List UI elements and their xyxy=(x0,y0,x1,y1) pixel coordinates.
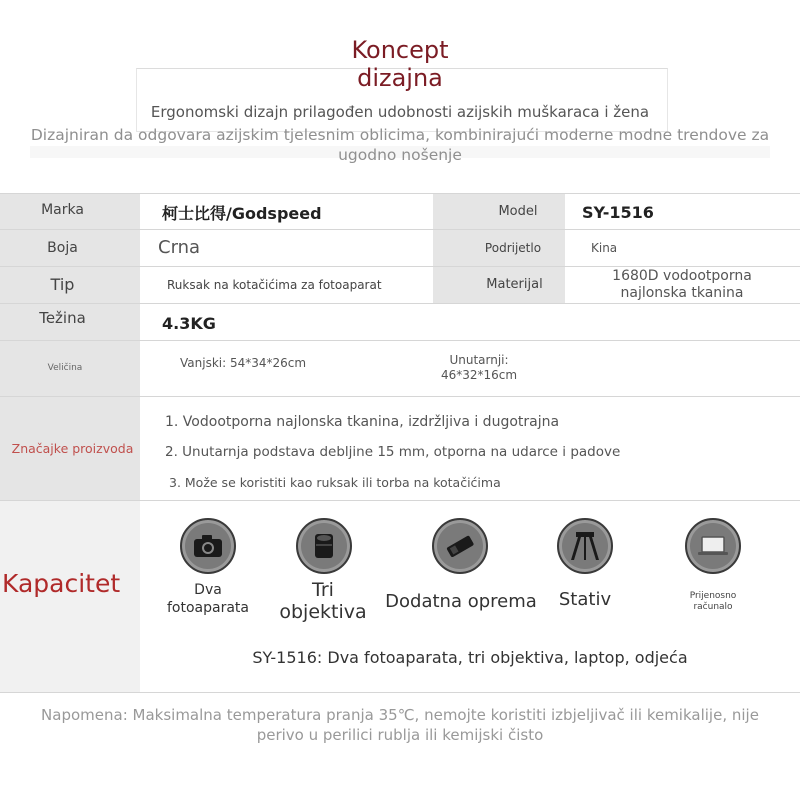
boja-label: Boja xyxy=(47,239,78,256)
tripod-icon xyxy=(557,518,613,574)
materijal-label: Materijal xyxy=(486,277,543,292)
camera-label: Dva fotoaparata xyxy=(167,582,249,616)
podrijetlo-label: Podrijetlo xyxy=(484,240,542,255)
model-label: Model xyxy=(498,203,538,219)
care-note: Napomena: Maksimalna temperatura pranja 35℃, nemojte koristiti izbjeljivač ili kemikalije, nije perivo u perilici rublja ili kemijski čisto xyxy=(41,706,759,744)
vanjski-value: Vanjski: 54*34*26cm xyxy=(180,355,307,370)
boja-value: Crna xyxy=(158,237,201,258)
laptop-label: Prijenosno računalo xyxy=(689,591,737,612)
marka-value: 柯士比得/Godspeed xyxy=(162,203,322,223)
accessories-icon xyxy=(432,518,488,574)
page-title xyxy=(0,36,800,92)
capacity-label: Kapacitet xyxy=(2,568,121,598)
camera-icon xyxy=(180,518,236,574)
lens-label: Tri objektiva xyxy=(279,579,367,623)
features-label: Značajke proizvoda xyxy=(11,440,134,456)
title-line-2: dizajna xyxy=(357,64,443,92)
materijal-value: 1680D vodootporna najlonska tkanina xyxy=(612,267,752,301)
feature-item: 2. Unutarnja podstava debljine 15 mm, otporna na udarce i padove xyxy=(165,444,621,460)
lens-icon xyxy=(296,518,352,574)
title-line-1: Koncept xyxy=(351,36,449,64)
tip-value: Ruksak na kotačićima za fotoaparat xyxy=(167,277,382,292)
capacity-summary: SY-1516: Dva fotoaparata, tri objektiva, laptop, odjeća xyxy=(252,647,688,667)
tripod-label: Stativ xyxy=(558,589,612,610)
tezina-value: 4.3KG xyxy=(162,313,216,333)
accessories-label: Dodatna oprema xyxy=(385,591,537,612)
model-value: SY-1516 xyxy=(582,202,654,222)
feature-item: 1. Vodootporna najlonska tkanina, izdržljiva i dugotrajna xyxy=(165,414,560,430)
unutarnji-value: Unutarnji: 46*32*16cm xyxy=(440,353,518,382)
description: Dizajniran da odgovara azijskim tjelesnim oblicima, kombinirajući moderne modne trendove za ugodno nošenje xyxy=(30,126,770,164)
laptop-icon xyxy=(685,518,741,574)
spec-table xyxy=(0,193,800,693)
tezina-label: Težina xyxy=(39,309,86,327)
feature-item: 3. Može se koristiti kao ruksak ili torba na kotačićima xyxy=(169,475,501,490)
tip-label: Tip xyxy=(50,275,75,294)
velicina-label: Veličina xyxy=(47,363,83,373)
podrijetlo-value: Kina xyxy=(591,240,618,255)
marka-label: Marka xyxy=(41,201,84,218)
subtitle: Ergonomski dizajn prilagođen udobnosti azijskih muškaraca i žena xyxy=(150,103,650,121)
